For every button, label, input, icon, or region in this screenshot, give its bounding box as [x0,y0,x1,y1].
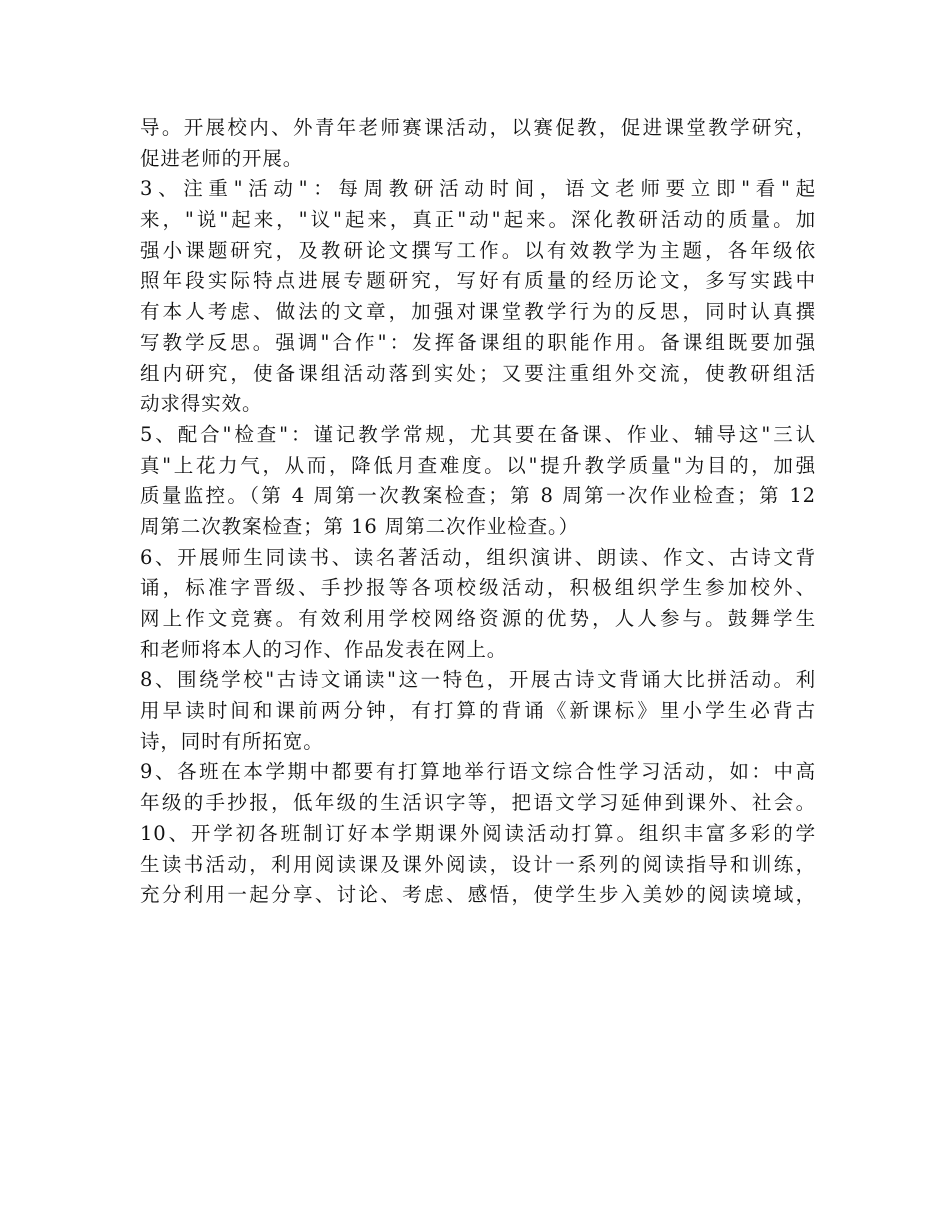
text-line: 导。开展校内、外青年老师赛课活动，以赛促教，促进课堂教学研究， [140,116,816,139]
text-line: 6、开展师生同读书、读名著活动，组织演讲、朗读、作文、古诗文背 [140,545,816,569]
text-line: 照年段实际特点进展专题研究，写好有质量的经历论文，多写实践中 [140,269,816,293]
text-line: 3、注重"活动"：每周教研活动时间，语文老师要立即"看"起 [140,177,816,201]
text-line: 真"上花力气，从而，降低月查难度。以"提升教学质量"为目的，加强 [140,453,816,477]
text-line: 质量监控。（第 4 周第一次教案检查；第 8 周第一次作业检查；第 12 [140,484,816,508]
text-line: 充分利用一起分享、讨论、考虑、感悟，使学生步入美妙的阅读境域， [140,883,816,907]
text-line: 写教学反思。强调"合作"：发挥备课组的职能作用。备课组既要加强 [140,330,816,354]
text-line: 强小课题研究，及教研论文撰写工作。以有效教学为主题，各年级依 [140,238,816,262]
text-line: 5、配合"检查"：谨记教学常规，尤其要在备课、作业、辅导这"三认 [140,422,816,446]
text-line: 网上作文竞赛。有效利用学校网络资源的优势，人人参与。鼓舞学生 [140,607,816,630]
body-text [140,113,816,911]
text-line: 来，"说"起来，"议"起来，真正"动"起来。深化教研活动的质量。加 [140,208,816,232]
text-line: 组内研究，使备课组活动落到实处；又要注重组外交流，使教研组活 [140,361,816,385]
text-line: 动求得实效。 [140,392,263,416]
text-line: 用早读时间和课前两分钟，有打算的背诵《新课标》里小学生必背古 [140,699,816,723]
text-line: 诵，标准字晋级、手抄报等各项校级活动，积极组织学生参加校外、 [140,576,816,600]
text-line: 生读书活动，利用阅读课及课外阅读，设计一系列的阅读指导和训练， [140,852,816,876]
text-line: 诗，同时有所拓宽。 [140,729,324,753]
text-line: 9、各班在本学期中都要有打算地举行语文综合性学习活动，如：中高 [140,760,816,784]
text-line: 年级的手抄报，低年级的生活识字等，把语文学习延伸到课外、社会。 [140,791,816,815]
text-line: 周第二次教案检查；第 16 周第二次作业检查。） [140,514,580,538]
text-line: 8、围绕学校"古诗文诵读"这一特色，开展古诗文背诵大比拼活动。利 [140,668,816,692]
text-line: 有本人考虑、做法的文章，加强对课堂教学行为的反思，同时认真撰 [140,300,816,324]
text-line: 10、开学初各班制订好本学期课外阅读活动打算。组织丰富多彩的学 [140,821,816,845]
text-line: 和老师将本人的习作、作品发表在网上。 [140,637,508,661]
text-line: 促进老师的开展。 [140,146,304,170]
